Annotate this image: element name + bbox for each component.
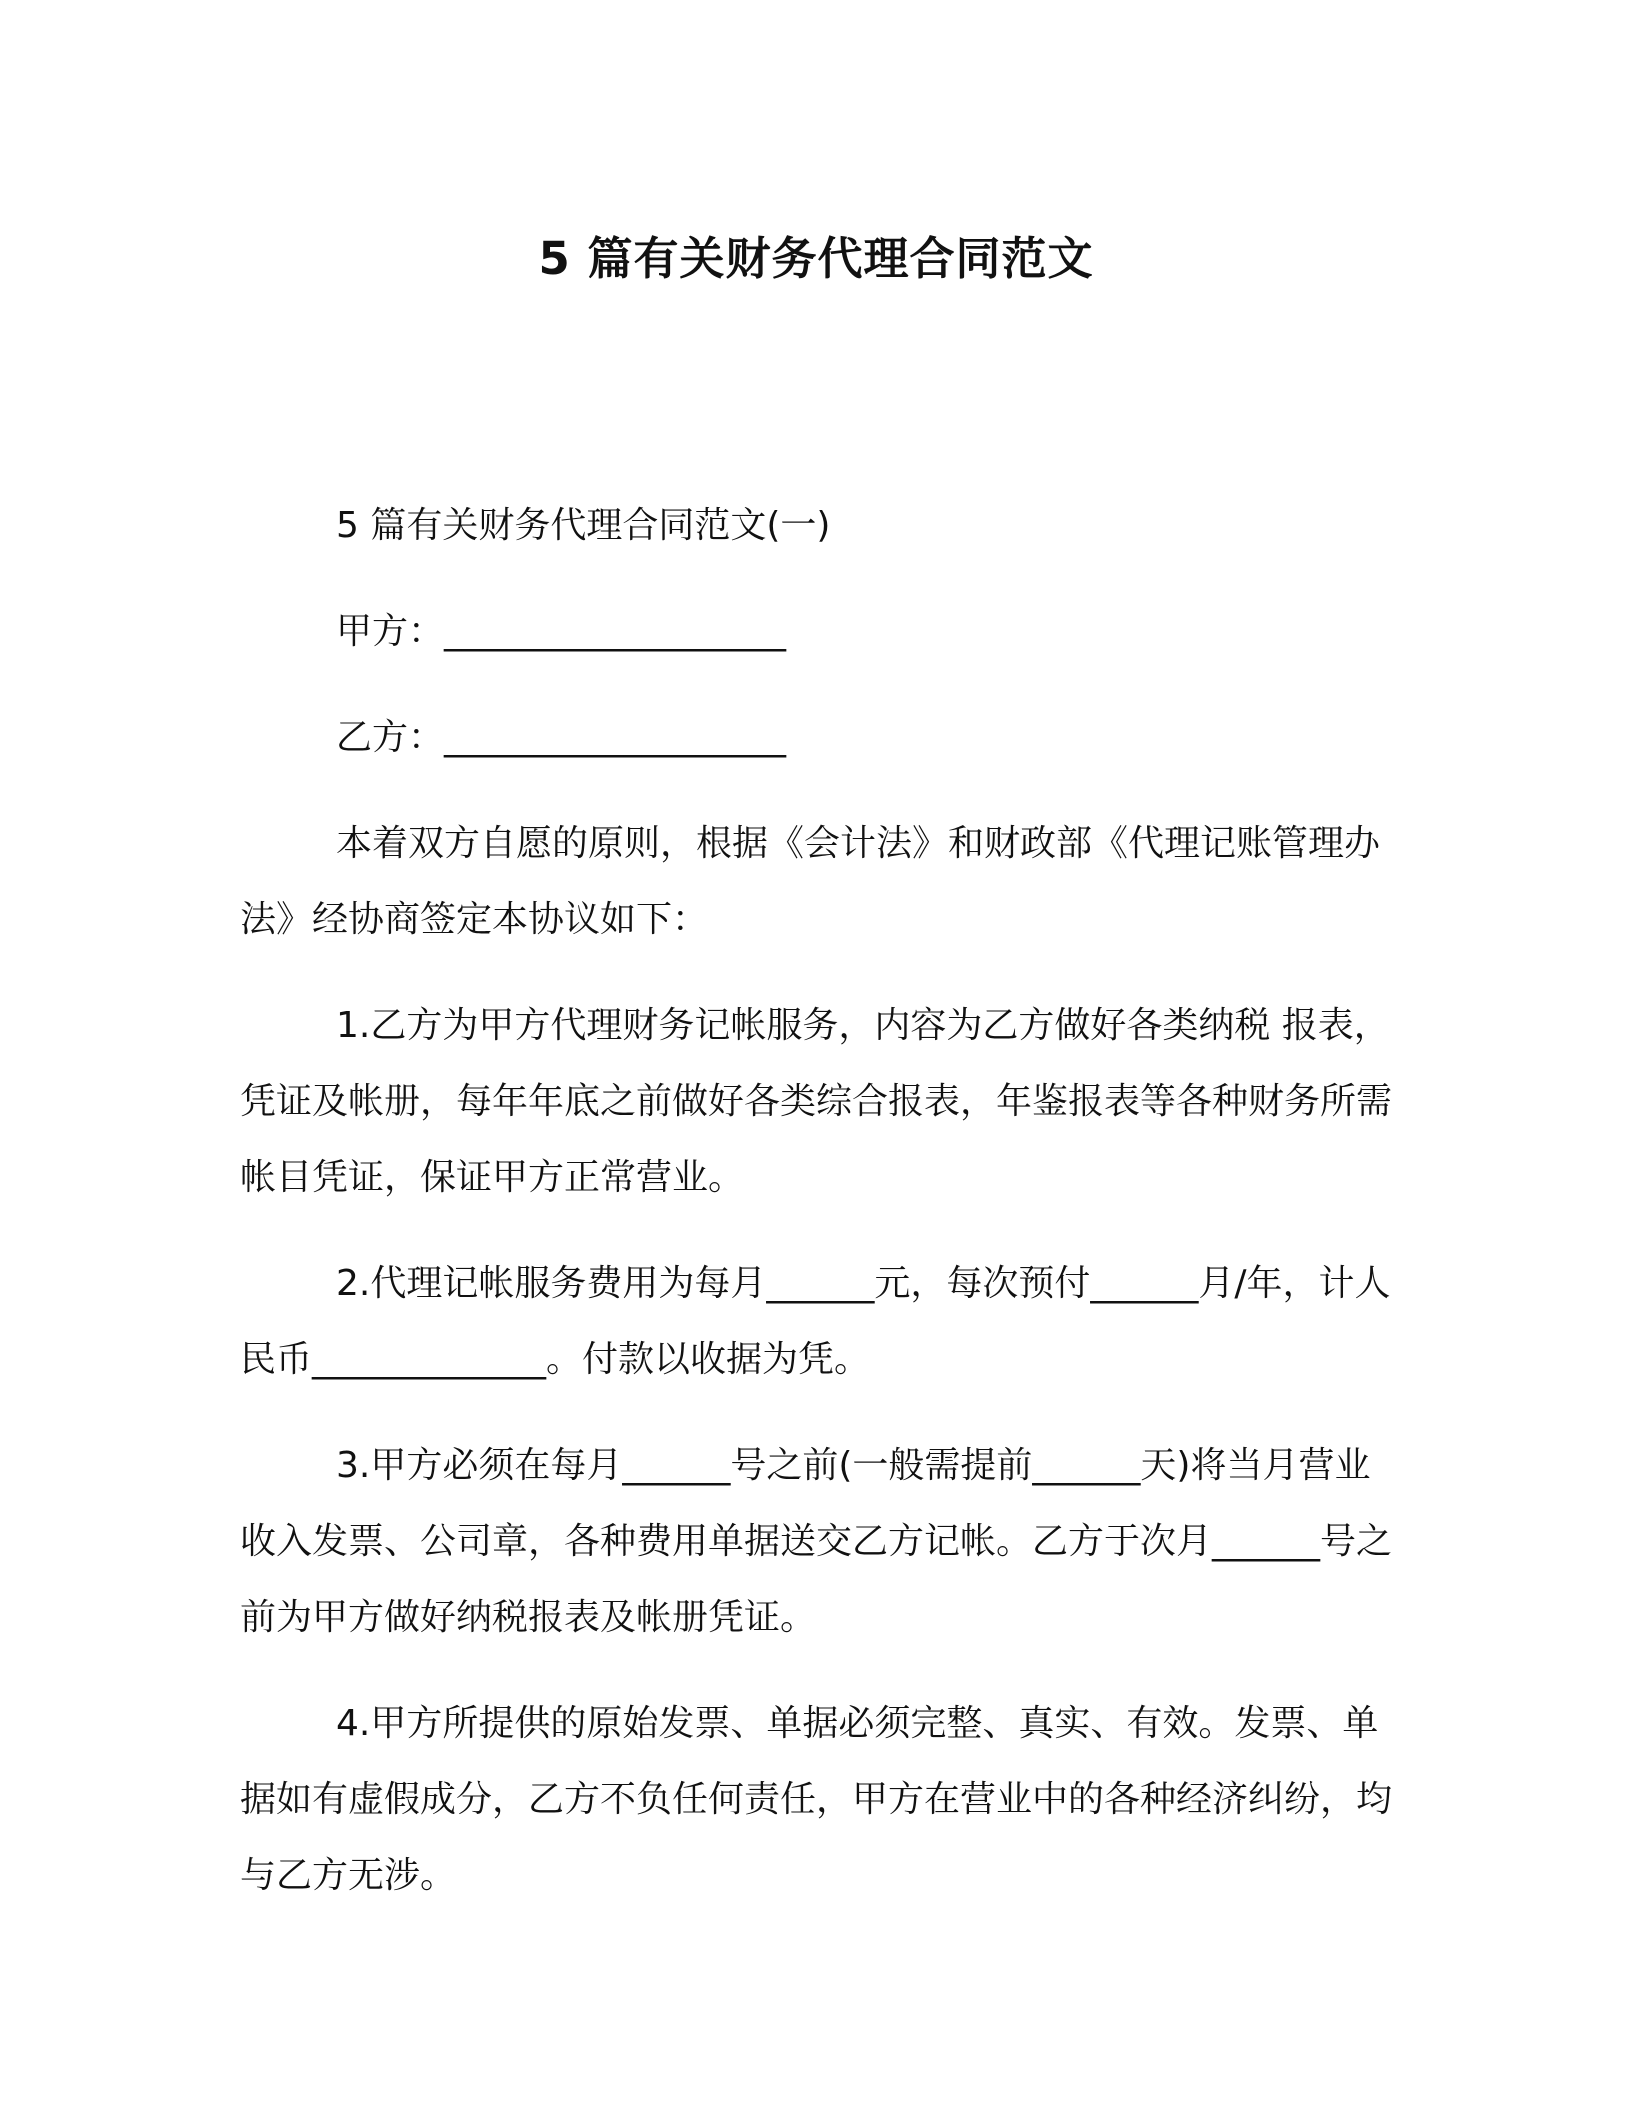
preamble-paragraph: 本着双方自愿的原则，根据《会计法》和财政部《代理记账管理办法》经协商签定本协议如下： (240, 823, 1381, 940)
party-b-field: 乙方：___________________ (336, 717, 787, 758)
clause-3: 3.甲方必须在每月______号之前(一般需提前______天)将当月营业收入发票、公司章，各种费用单据送交乙方记帐。乙方于次月______号之前为甲方做好纳税报表及帐册凭证。 (240, 1445, 1393, 1638)
section-heading: 5 篇有关财务代理合同范文(一) (336, 505, 831, 546)
clause-4: 4.甲方所提供的原始发票、单据必须完整、真实、有效。发票、单据如有虚假成分，乙方不负任何责任，甲方在营业中的各种经济纠纷，均与乙方无涉。 (240, 1703, 1393, 1896)
clause-1: 1.乙方为甲方代理财务记帐服务，内容为乙方做好各类纳税 报表，凭证及帐册，每年年底之前做好各类综合报表，年鉴报表等各种财务所需帐目凭证，保证甲方正常营业。 (240, 1005, 1393, 1198)
document-title: 5 篇有关财务代理合同范文 (538, 232, 1094, 285)
party-a-field: 甲方：___________________ (336, 611, 787, 652)
clause-2: 2.代理记帐服务费用为每月______元，每次预付______月/年，计人民币_____________。付款以收据为凭。 (240, 1263, 1391, 1380)
document-body (240, 488, 1400, 1944)
